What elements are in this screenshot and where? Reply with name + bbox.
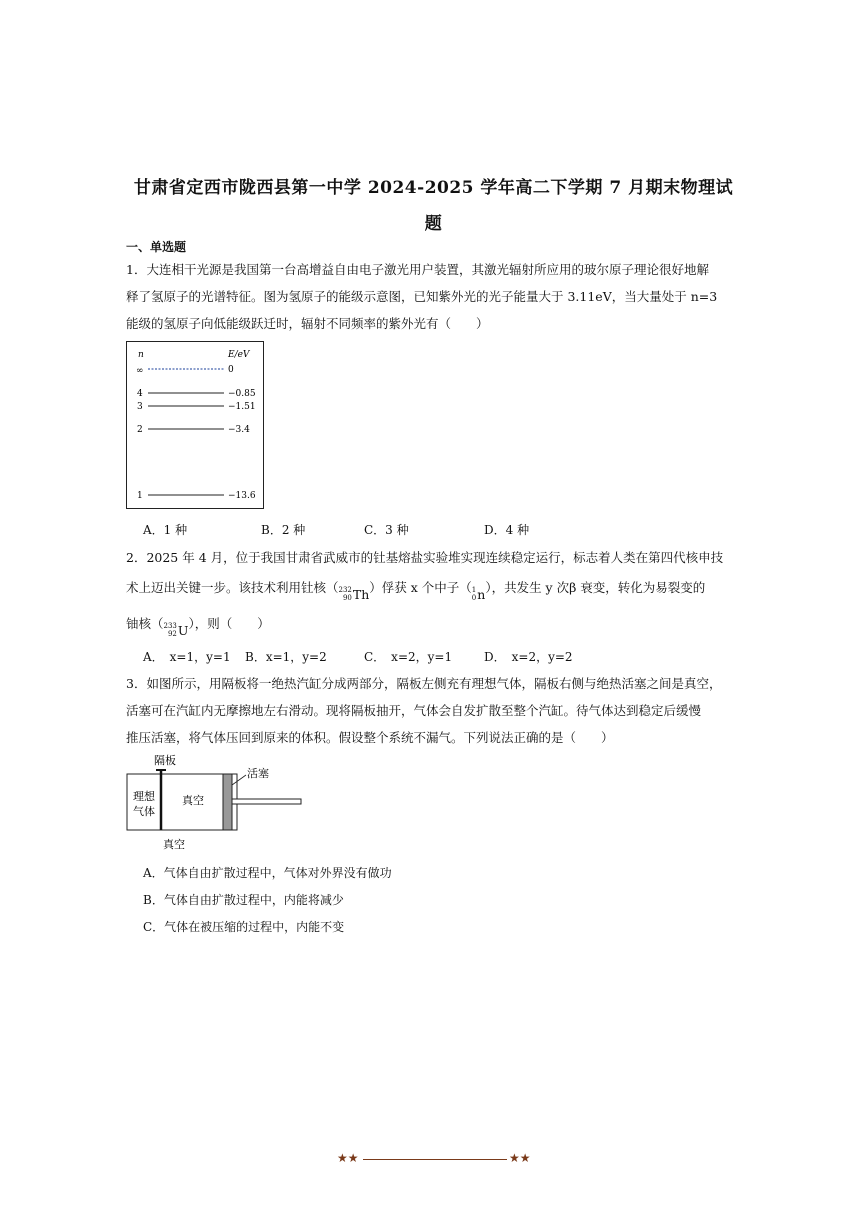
q2-option-a: A． x=1，y=1 [143,650,231,664]
level-label-3: 3 [137,402,143,412]
q2-line3 [126,614,270,638]
footer-rule [363,1159,507,1160]
neutron-nuclide [472,586,486,602]
q2-line2 [126,578,705,602]
footer-stars-left: ★★ [337,1151,359,1165]
level-energy-1: −13.6 [228,491,256,501]
level-energy-3: −1.51 [228,402,256,412]
n-mass: 1 [471,586,477,594]
piston-label: 活塞 [247,767,269,780]
q2-line2-b: ）俘获 x 个中子（ [369,580,472,595]
q3-option-b: B．气体自由扩散过程中，内能将减少 [143,893,344,907]
footer-stars-right: ★★ [509,1151,531,1165]
q2-line3-a: 铀核（ [126,616,164,631]
u-z: 92 [167,630,177,638]
q3-line3: 推压活塞，将气体压回到原来的体积。假设整个系统不漏气。下列说法正确的是（ ） [126,730,614,745]
question-1 [126,256,738,337]
level-energy-inf: 0 [228,365,234,375]
gas-label-2: 气体 [133,805,155,818]
diagram-e-header: E/eV [228,350,250,360]
q1-line3: 能级的氢原子向低能级跃迁时，辐射不同频率的紫外光有（ ） [126,316,489,331]
q1-option-c: C．3 种 [364,523,409,537]
thorium-nuclide [339,586,370,602]
level-label-inf: ∞ [136,366,144,376]
q3-option-a: A．气体自由扩散过程中，气体对外界没有做功 [143,866,392,880]
q2-line2-a: 术上迈出关键一步。该技术利用钍核（ [126,580,339,595]
footer-ornament [337,1151,533,1167]
q2-option-b: B．x=1，y=2 [245,650,327,664]
partition-label: 隔板 [154,754,176,767]
page-title-line1: 甘肃省定西市陇西县第一中学 2024-2025 学年高二下学期 7 月期末物理试 [133,178,734,198]
q3-option-c: C．气体在被压缩的过程中，内能不变 [143,920,345,934]
vacuum-inside-label: 真空 [182,794,204,807]
vacuum-below-label: 真空 [163,838,185,851]
q2-line3-b: ），则（ ） [188,616,270,631]
page-title-line2: 题 [424,214,443,234]
gas-label-1: 理想 [133,790,155,803]
diagram-n-header: n [138,350,144,360]
q2-line2-c: ），共发生 y 次β 衰变，转化为易裂变的 [485,580,706,595]
q3-line2: 活塞可在汽缸内无摩擦地左右滑动。现将隔板抽开，气体会自发扩散至整个汽缸。待气体达到稳定后缓慢 [126,703,702,718]
q1-line1: 1．大连相干光源是我国第一台高增益自由电子激光用户装置，其激光辐射所应用的玻尔原子理论很好地解 [126,262,709,277]
q3-line1: 3．如图所示，用隔板将一绝热汽缸分成两部分，隔板左侧充有理想气体，隔板右侧与绝热活塞之间是真空， [126,676,722,691]
piston [223,774,232,830]
u-mass: 233 [163,622,177,630]
level-energy-2: −3.4 [228,425,250,435]
level-label-4: 4 [137,389,143,399]
q1-line2: 释了氢原子的光谱特征。图为氢原子的能级示意图，已知紫外光的光子能量大于 3.11eV，当大量处于 n=3 [126,289,718,304]
th-mass: 232 [338,586,352,594]
level-energy-4: −0.85 [228,389,256,399]
question-3 [126,670,738,751]
cylinder-diagram [126,752,312,854]
q2-option-d: D． x=2，y=2 [484,650,573,664]
th-z: 90 [342,594,352,602]
n-symbol: n [477,586,486,602]
q2-line1: 2．2025 年 4 月，位于我国甘肃省武威市的钍基熔盐实验堆实现连续稳定运行，标志着人类在第四代核申技 [126,550,724,565]
u-symbol: U [177,622,189,638]
uranium-nuclide [164,622,189,638]
level-label-2: 2 [137,425,143,435]
n-z: 0 [471,594,477,602]
q1-option-a: A．1 种 [143,523,188,537]
th-symbol: Th [352,586,370,602]
section-heading: 一、单选题 [126,240,187,254]
energy-level-diagram [126,341,264,509]
q1-option-d: D．4 种 [484,523,530,537]
piston-rod [232,799,301,804]
q1-option-b: B．2 种 [261,523,306,537]
q2-option-c: C． x=2，y=1 [364,650,453,664]
level-label-1: 1 [137,491,143,501]
